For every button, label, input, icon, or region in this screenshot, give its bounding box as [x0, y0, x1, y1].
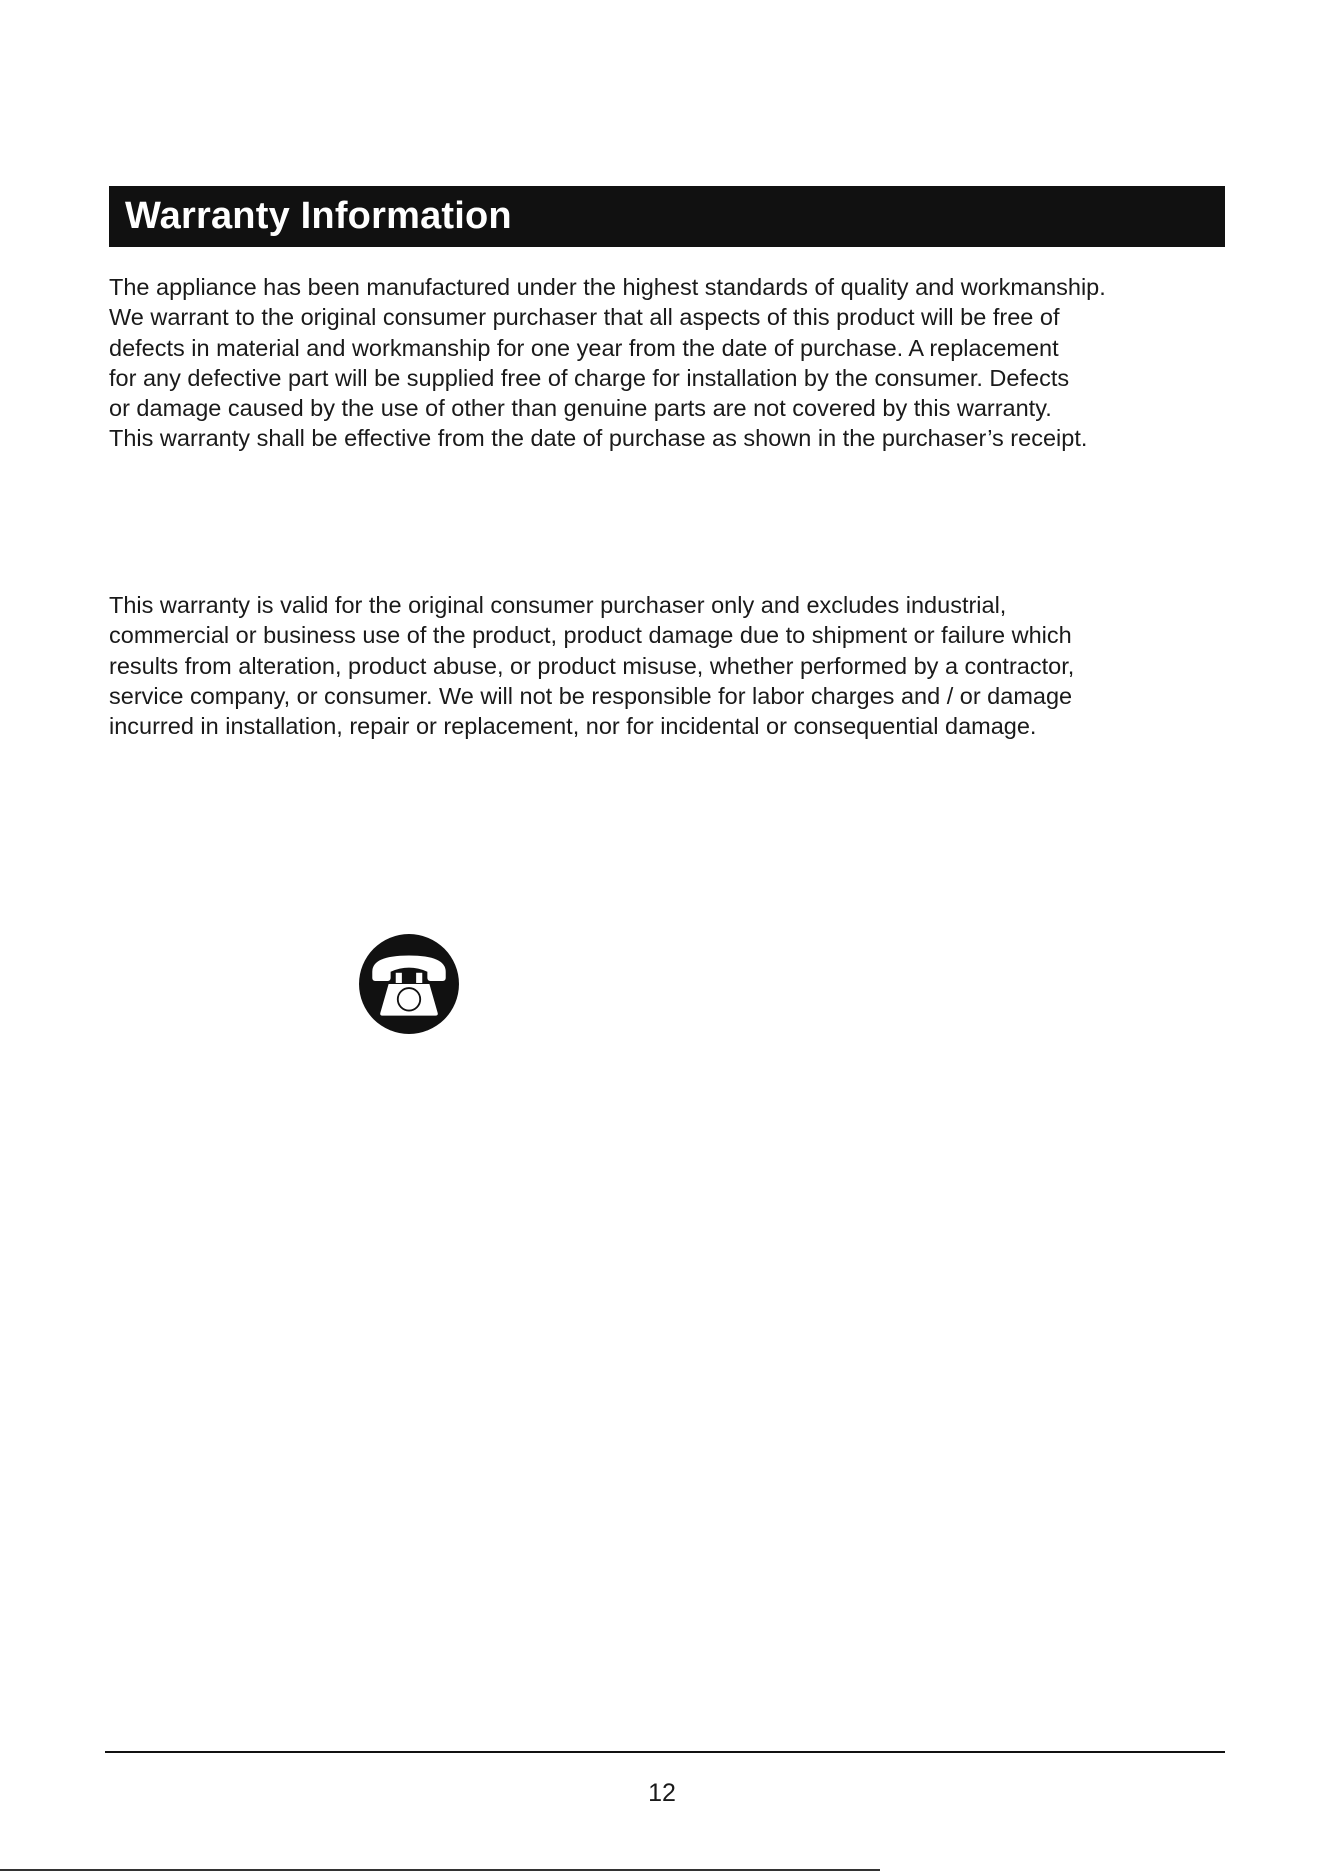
- section-title-bar: [109, 186, 1225, 247]
- paragraph-line: results from alteration, product abuse, or product misuse, whether performed by a contractor,: [109, 652, 1075, 679]
- paragraph-line: This warranty shall be effective from the date of purchase as shown in the purchaser’s receipt.: [109, 425, 1088, 452]
- section-title: Warranty Information: [125, 195, 512, 237]
- bottom-edge-line: [0, 1869, 880, 1871]
- paragraph-line: We warrant to the original consumer purchaser that all aspects of this product will be free of: [109, 304, 1060, 331]
- footer-divider: [105, 1751, 1225, 1753]
- telephone-icon: [358, 933, 460, 1035]
- paragraph-line: for any defective part will be supplied free of charge for installation by the consumer. Defects: [109, 364, 1070, 391]
- paragraph-line: or damage caused by the use of other than genuine parts are not covered by this warranty.: [109, 395, 1052, 422]
- paragraph-line: incurred in installation, repair or replacement, nor for incidental or consequential damage.: [109, 713, 1037, 740]
- warranty-paragraph-exclusions: [109, 590, 1239, 741]
- paragraph-line: service company, or consumer. We will not be responsible for labor charges and / or damage: [109, 682, 1073, 709]
- paragraph-line: The appliance has been manufactured under the highest standards of quality and workmanship.: [109, 274, 1106, 300]
- paragraph-line: defects in material and workmanship for one year from the date of purchase. A replacement: [109, 334, 1059, 361]
- paragraph-line: This warranty is valid for the original consumer purchaser only and excludes industrial,: [109, 592, 1007, 618]
- paragraph-line: commercial or business use of the product, product damage due to shipment or failure which: [109, 622, 1072, 649]
- warranty-paragraph-coverage: [109, 272, 1239, 454]
- page-number: 12: [648, 1779, 676, 1807]
